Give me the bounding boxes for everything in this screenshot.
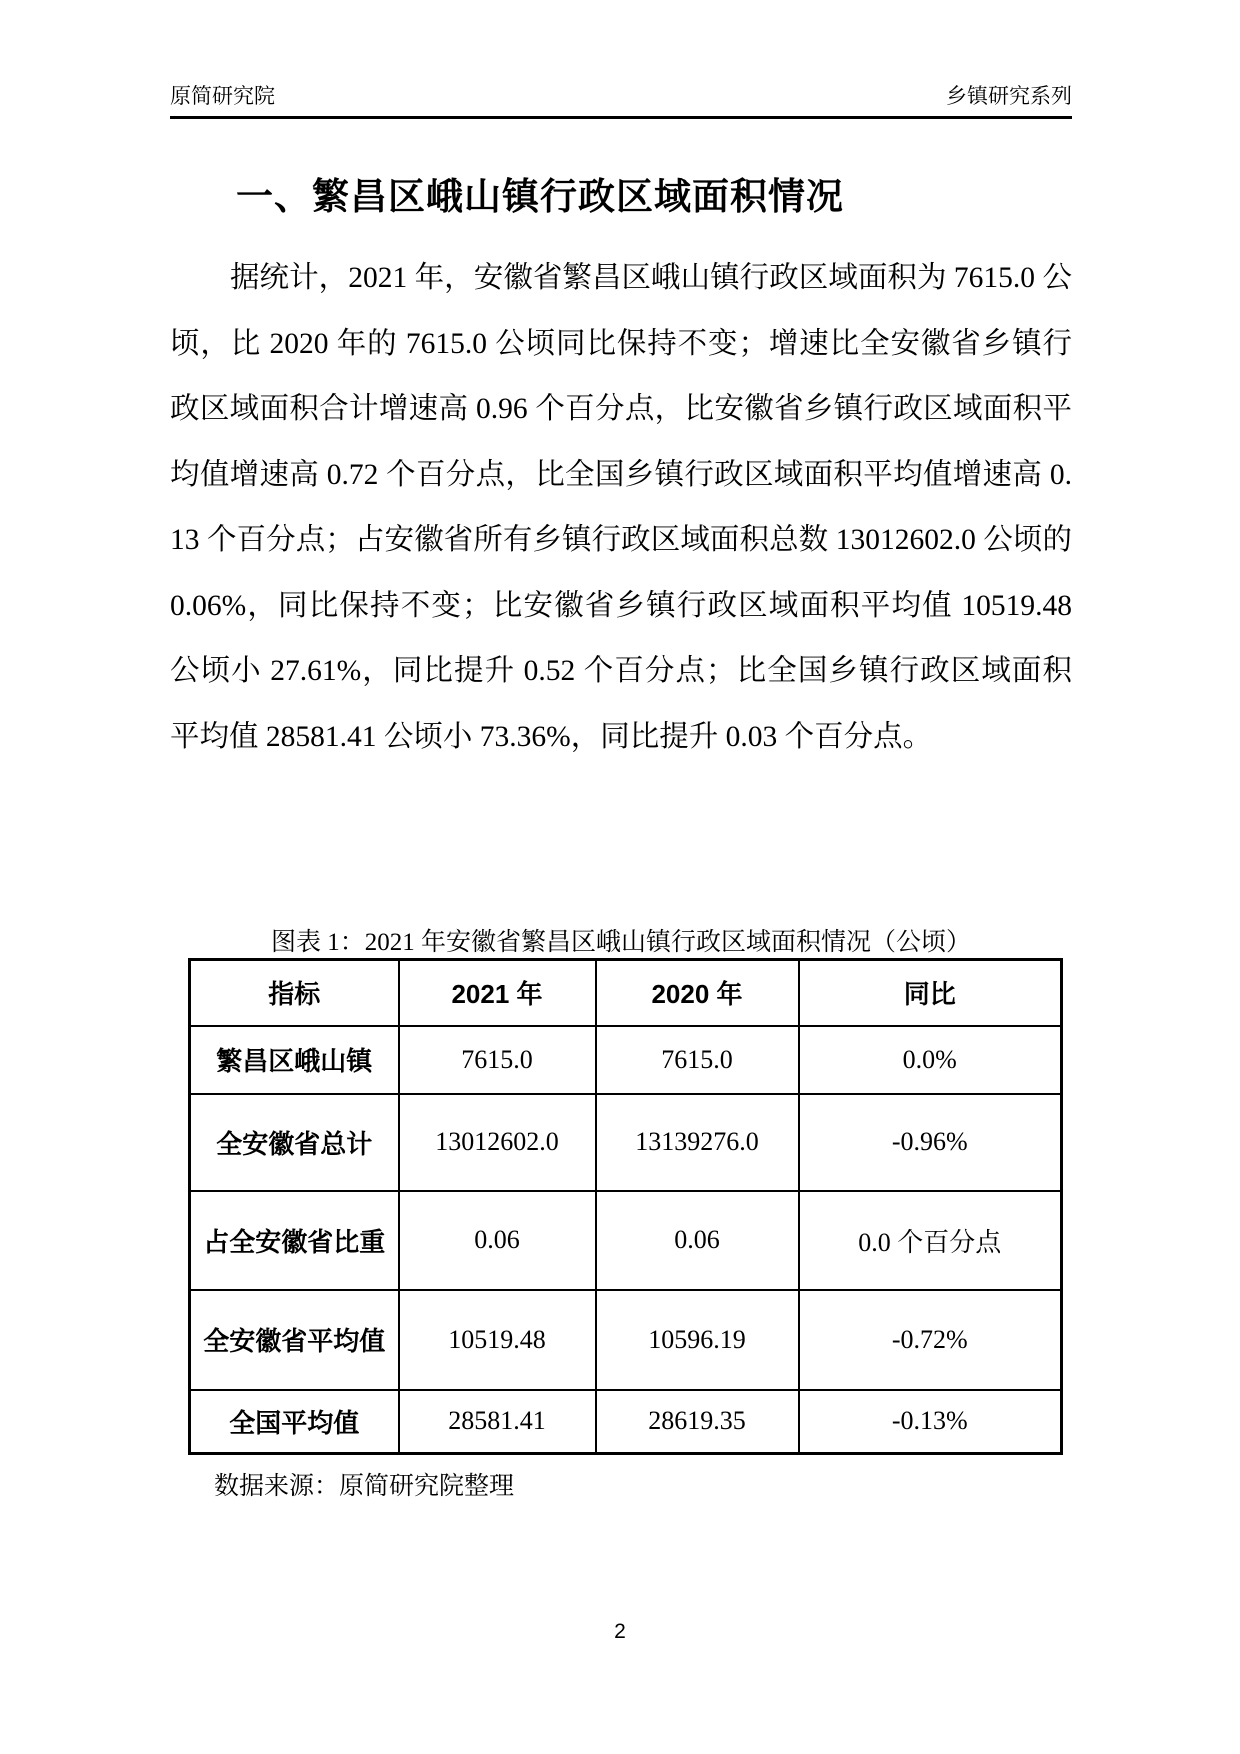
- table-header-row: [190, 960, 1062, 1026]
- cell-2021: 28581.41: [399, 1390, 596, 1454]
- cell-yoy: -0.13%: [799, 1390, 1062, 1454]
- cell-2020: 7615.0: [596, 1026, 799, 1094]
- cell-indicator: 全安徽省总计: [190, 1094, 399, 1191]
- section-title: 一、繁昌区峨山镇行政区域面积情况: [236, 176, 844, 217]
- cell-yoy: -0.72%: [799, 1290, 1062, 1390]
- header-right-text: 乡镇研究系列: [946, 85, 1072, 108]
- header-2021: 2021 年: [399, 960, 596, 1026]
- header-left-text: 原简研究院: [170, 85, 275, 108]
- running-header: [170, 84, 1072, 119]
- data-source-note: 数据来源：原简研究院整理: [214, 1473, 515, 1500]
- data-table: [188, 958, 1063, 1455]
- cell-2021: 7615.0: [399, 1026, 596, 1094]
- table-row: [190, 1290, 1062, 1390]
- cell-indicator: 占全安徽省比重: [190, 1191, 399, 1290]
- cell-indicator: 全国平均值: [190, 1390, 399, 1454]
- cell-indicator: 全安徽省平均值: [190, 1290, 399, 1390]
- header-yoy: 同比: [799, 960, 1062, 1026]
- page-number: 2: [614, 1620, 626, 1643]
- cell-2020: 10596.19: [596, 1290, 799, 1390]
- table-row: [190, 1191, 1062, 1290]
- cell-2021: 0.06: [399, 1191, 596, 1290]
- table-row: [190, 1026, 1062, 1094]
- cell-2020: 13139276.0: [596, 1094, 799, 1191]
- header-indicator: 指标: [190, 960, 399, 1026]
- cell-yoy: -0.96%: [799, 1094, 1062, 1191]
- header-2020: 2020 年: [596, 960, 799, 1026]
- table-row: [190, 1390, 1062, 1454]
- cell-2020: 0.06: [596, 1191, 799, 1290]
- table-caption: 图表 1：2021 年安徽省繁昌区峨山镇行政区域面积情况（公顷）: [270, 929, 971, 956]
- cell-2021: 10519.48: [399, 1290, 596, 1390]
- cell-2020: 28619.35: [596, 1390, 799, 1454]
- cell-2021: 13012602.0: [399, 1094, 596, 1191]
- table-row: [190, 1094, 1062, 1191]
- cell-yoy: 0.0 个百分点: [799, 1191, 1062, 1290]
- cell-indicator: 繁昌区峨山镇: [190, 1026, 399, 1094]
- body-paragraph: 据统计，2021 年，安徽省繁昌区峨山镇行政区域面积为 7615.0 公顷，比 2020 年的 7615.0 公顷同比保持不变；增速比全安徽省乡镇行政区域面积合计增速高 0.96 个百分点，比安徽省乡镇行政区域面积平均值增速高 0.72 个百分点，比全国乡镇行政区域面积平均值增速高 0.13 个百分点；占安徽省所有乡镇行政区域面积总数 13012602.0 公顷的 0.06%，同比保持不变；比安徽省乡镇行政区域面积平均值 10519.48 公顷小 27.61%，同比提升 0.52 个百分点；比全国乡镇行政区域面积平均值 28581.41 公顷小 73.36%，同比提升 0.03 个百分点。: [170, 262, 1072, 753]
- cell-yoy: 0.0%: [799, 1026, 1062, 1094]
